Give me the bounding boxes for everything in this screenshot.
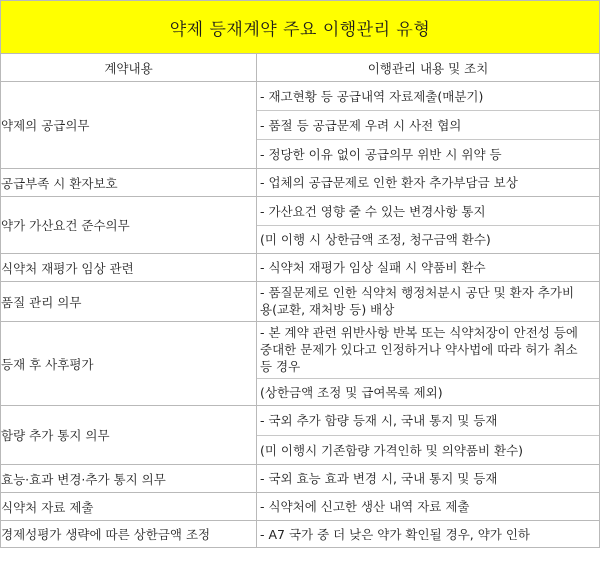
row-contract-item: 품질 관리 의무 bbox=[1, 282, 257, 322]
row-contract-item: 식약처 자료 제출 bbox=[1, 493, 257, 521]
row-contract-item: 식약처 재평가 임상 관련 bbox=[1, 254, 257, 282]
table-row bbox=[1, 406, 600, 465]
row-actions bbox=[257, 254, 600, 282]
table-row bbox=[1, 82, 600, 169]
action-line: - 국외 효능 효과 변경 시, 국내 통지 및 등재 bbox=[260, 471, 498, 486]
row-contract-item: 약가 가산요건 준수의무 bbox=[1, 197, 257, 254]
row-contract-item: 효능·효과 변경·추가 통지 의무 bbox=[1, 465, 257, 493]
table-row bbox=[1, 169, 600, 197]
row-actions bbox=[257, 169, 600, 197]
action-line: 등 경우 bbox=[260, 359, 301, 374]
table-row bbox=[1, 197, 600, 254]
row-actions bbox=[257, 322, 600, 406]
row-contract-item: 함량 추가 통지 의무 bbox=[1, 406, 257, 465]
header-management-actions: 이행관리 내용 및 조치 bbox=[257, 54, 600, 82]
action-line: (미 이행시 기존함량 가격인하 및 의약품비 환수) bbox=[257, 435, 599, 464]
action-line: - 품절 등 공급문제 우려 시 사전 협의 bbox=[257, 110, 599, 139]
table-row bbox=[1, 254, 600, 282]
row-contract-item: 등재 후 사후평가 bbox=[1, 322, 257, 406]
action-line: (미 이행 시 상한금액 조정, 청구금액 환수) bbox=[257, 225, 599, 253]
action-line: - 품질문제로 인한 식약처 행정처분시 공단 및 환자 추가비 bbox=[260, 285, 575, 300]
row-contract-item: 공급부족 시 환자보호 bbox=[1, 169, 257, 197]
action-line: (상한금액 조정 및 급여목록 제외) bbox=[257, 378, 599, 405]
action-line: - 업체의 공급문제로 인한 환자 추가부담금 보상 bbox=[260, 175, 518, 190]
table-row bbox=[1, 493, 600, 521]
action-line: - 식약처 재평가 임상 실패 시 약품비 환수 bbox=[260, 260, 486, 275]
action-line: 중대한 문제가 있다고 인정하거나 약사법에 따라 허가 취소 bbox=[260, 342, 578, 357]
table-row bbox=[1, 282, 600, 322]
action-line: - A7 국가 중 더 낮은 약가 확인될 경우, 약가 인하 bbox=[260, 526, 530, 542]
action-line: - 본 계약 관련 위반사항 반복 또는 식약처장이 안전성 등에 bbox=[260, 325, 578, 340]
table-title: 약제 등재계약 주요 이행관리 유형 bbox=[1, 1, 600, 54]
action-line: - 식약처에 신고한 생산 내역 자료 제출 bbox=[260, 499, 470, 514]
table-row bbox=[1, 465, 600, 493]
action-line: - 재고현황 등 공급내역 자료제출(매분기) bbox=[260, 88, 484, 104]
header-contract-content: 계약내용 bbox=[1, 54, 257, 82]
row-contract-item: 경제성평가 생략에 따른 상한금액 조정 bbox=[1, 521, 257, 548]
row-actions bbox=[257, 465, 600, 493]
row-actions bbox=[257, 82, 600, 169]
row-actions bbox=[257, 406, 600, 465]
row-actions bbox=[257, 521, 600, 548]
row-actions bbox=[257, 197, 600, 254]
action-line: - 정당한 이유 없이 공급의무 위반 시 위약 등 bbox=[257, 139, 599, 168]
action-line: 용(교환, 재처방 등) 배상 bbox=[260, 302, 395, 317]
table-row bbox=[1, 322, 600, 406]
action-line: - 가산요건 영향 줄 수 있는 변경사항 통지 bbox=[260, 203, 486, 219]
row-contract-item: 약제의 공급의무 bbox=[1, 82, 257, 169]
row-actions bbox=[257, 282, 600, 322]
table-row bbox=[1, 521, 600, 548]
action-line: - 국외 추가 함량 등재 시, 국내 통지 및 등재 bbox=[260, 413, 498, 428]
row-actions bbox=[257, 493, 600, 521]
